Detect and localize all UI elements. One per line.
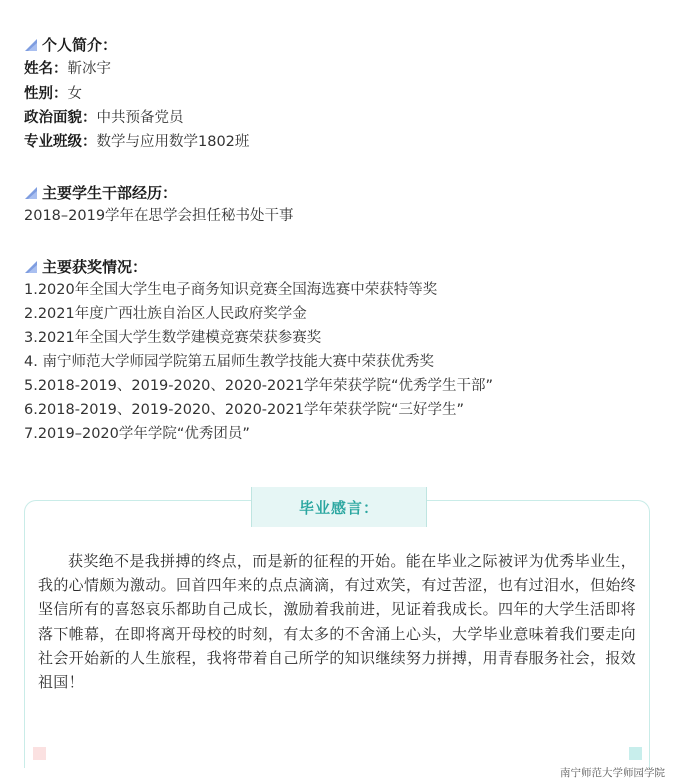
- corner-decoration-left: [33, 747, 46, 760]
- triangle-icon: [24, 186, 38, 200]
- cadre-item: 2018–2019学年在思学会担任秘书处干事: [24, 208, 294, 224]
- gender-label: 性别：: [24, 86, 68, 102]
- watermark: 南宁师范大学师园学院: [560, 767, 665, 779]
- award-item-2: 2.2021年度广西壮族自治区人民政府奖学金: [24, 306, 307, 322]
- triangle-icon: [24, 38, 38, 52]
- award-item-3: 3.2021年全国大学生数学建模竞赛荣获参赛奖: [24, 330, 322, 346]
- major-row: [24, 132, 249, 152]
- award-item-4: 4. 南宁师范大学师园学院第五届师生教学技能大赛中荣获优秀奖: [24, 354, 434, 370]
- cadre-heading-text: 主要学生干部经历：: [42, 184, 178, 202]
- awards-heading-text: 主要获奖情况：: [42, 258, 148, 276]
- awards-heading: [24, 256, 147, 277]
- politics-label: 政治面貌：: [24, 110, 97, 126]
- award-item-7: 7.2019–2020学年学院“优秀团员”: [24, 426, 250, 442]
- name-label: 姓名：: [24, 61, 68, 77]
- politics-value: 中共预备党员: [96, 110, 184, 126]
- name-row: [24, 59, 111, 79]
- award-item-5: 5.2018-2019、2019-2020、2020-2021学年荣获学院“优秀学生干部”: [24, 378, 493, 394]
- profile-heading-text: 个人简介：: [42, 36, 118, 54]
- profile-heading: [24, 34, 117, 55]
- gender-row: [24, 84, 82, 104]
- triangle-icon: [24, 260, 38, 274]
- corner-decoration-right: [629, 747, 642, 760]
- major-value: 数学与应用数学1802班: [96, 134, 250, 150]
- cadre-heading: [24, 182, 177, 203]
- graduation-text: 获奖绝不是我拼搏的终点，而是新的征程的开始。能在毕业之际被评为优秀毕业生，我的心情颇为激动。回首四年来的点点滴滴，有过欢笑，有过苦涩，也有过泪水，但始终坚信所有的喜怒哀乐都助自己成长，激励着我前进，见证着我成长。四年的大学生活即将落下帷幕，在即将离开母校的时刻，有太多的不舍涌上心头，大学毕业意味着我们要走向社会开始新的人生旅程，我将带着自己所学的知识继续努力拼搏，用青春服务社会，报效祖国！: [38, 552, 636, 692]
- politics-row: [24, 108, 184, 128]
- award-item-1: 1.2020年全国大学生电子商务知识竞赛全国海选赛中荣获特等奖: [24, 282, 438, 298]
- name-value: 靳冰宇: [67, 61, 111, 77]
- award-item-6: 6.2018-2019、2019-2020、2020-2021学年荣获学院“三好学生”: [24, 402, 464, 418]
- major-label: 专业班级：: [24, 134, 97, 150]
- gender-value: 女: [67, 86, 82, 102]
- graduation-title: 毕业感言：: [251, 487, 427, 527]
